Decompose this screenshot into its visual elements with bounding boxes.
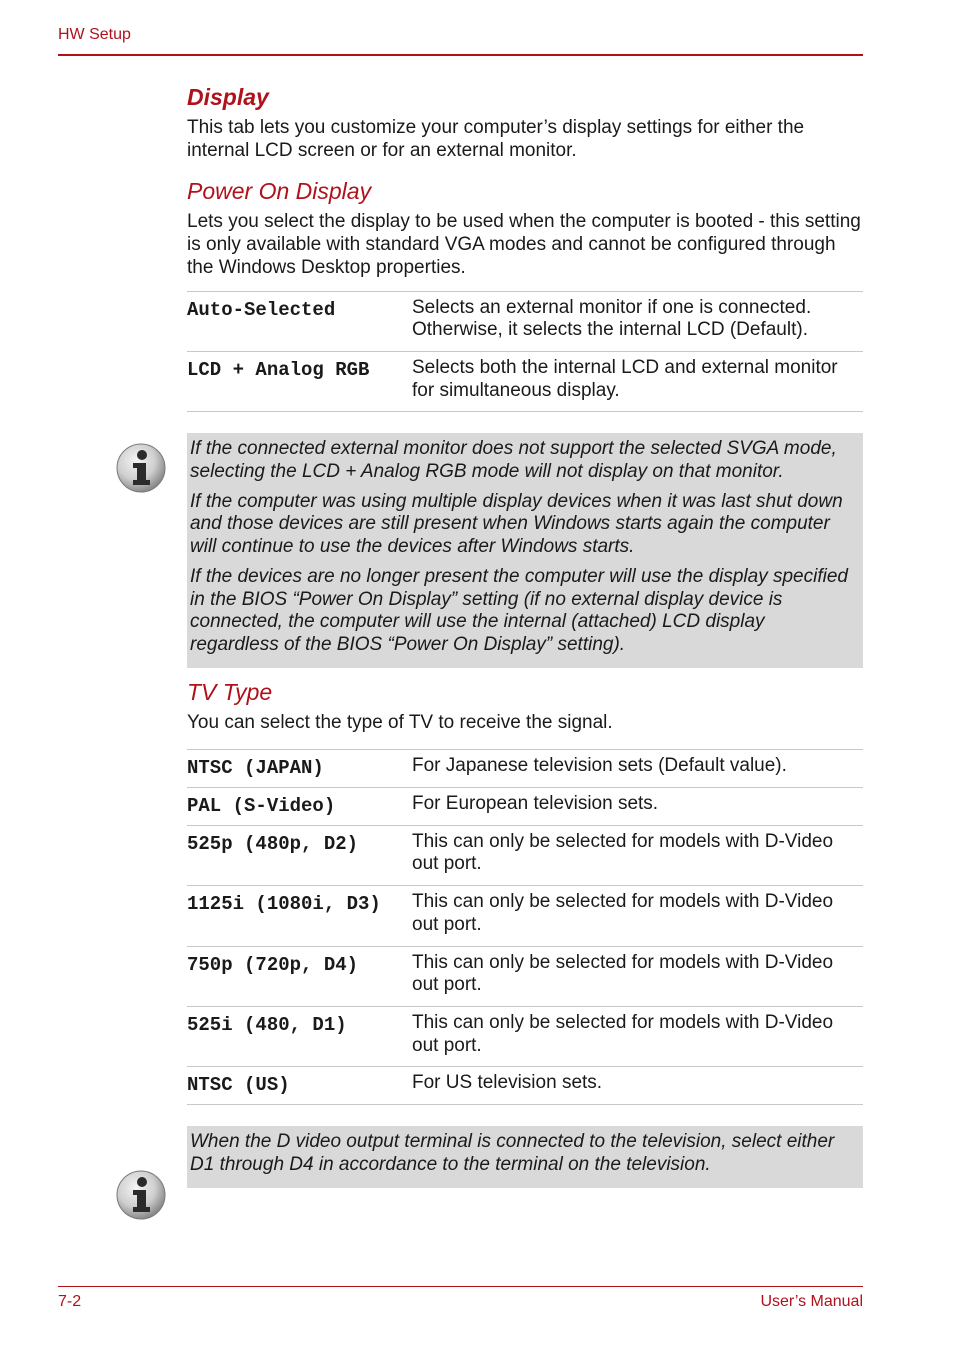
power-on-display-note — [187, 433, 863, 667]
table-row — [187, 886, 863, 946]
note-paragraph: If the devices are no longer present the computer will use the display specified in the BIOS “Power On Display” setting (if no external display device is connected, the computer will use the internal (attached) LCD display regardless of the BIOS “Power On Display” setting). — [190, 565, 848, 655]
power-on-display-intro: Lets you select the display to be used when the computer is booted - this setting is only available with standard VGA modes and cannot be configured through the Windows Desktop properties. — [187, 211, 861, 278]
table-row — [187, 291, 863, 351]
option-description: This can only be selected for models with D-Video out port. — [412, 825, 863, 885]
table-row — [187, 1067, 863, 1105]
option-key: PAL (S-Video) — [187, 788, 412, 826]
table-row — [187, 946, 863, 1006]
tv-type-note — [187, 1126, 863, 1187]
note-paragraph: When the D video output terminal is connected to the television, select either D1 through D4 in accordance to the terminal on the television. — [190, 1131, 835, 1175]
option-key: NTSC (US) — [187, 1067, 412, 1105]
option-key: NTSC (JAPAN) — [187, 750, 412, 788]
option-description: For US television sets. — [412, 1067, 863, 1105]
tv-type-title: TV Type — [187, 678, 273, 705]
page-header — [58, 26, 863, 56]
tv-type-options-table — [187, 749, 863, 1105]
option-key: LCD + Analog RGB — [187, 351, 412, 411]
option-key: 1125i (1080i, D3) — [187, 886, 412, 946]
power-on-display-title: Power On Display — [187, 178, 372, 205]
option-key: 525i (480, D1) — [187, 1006, 412, 1066]
option-key: 750p (720p, D4) — [187, 946, 412, 1006]
option-description: For Japanese television sets (Default value). — [412, 750, 863, 788]
table-row — [187, 750, 863, 788]
info-icon — [115, 1169, 167, 1221]
option-description: This can only be selected for models with D-Video out port. — [412, 1006, 863, 1066]
option-description: This can only be selected for models with D-Video out port. — [412, 946, 863, 1006]
info-icon — [115, 442, 167, 494]
table-row — [187, 351, 863, 411]
tv-type-intro: You can select the type of TV to receive the signal. — [187, 711, 613, 733]
page-number: 7-2 — [58, 1293, 82, 1310]
option-key: 525p (480p, D2) — [187, 825, 412, 885]
option-description: For European television sets. — [412, 788, 863, 826]
power-on-display-options-table — [187, 291, 863, 413]
option-description: Selects an external monitor if one is connected. Otherwise, it selects the internal LCD (Default). — [412, 291, 863, 351]
display-title: Display — [187, 84, 269, 110]
table-row — [187, 788, 863, 826]
manual-name: User’s Manual — [760, 1293, 863, 1310]
option-description: Selects both the internal LCD and external monitor for simultaneous display. — [412, 351, 863, 411]
header-title: HW Setup — [58, 26, 131, 43]
main-content — [187, 82, 863, 1188]
option-key: Auto-Selected — [187, 291, 412, 351]
page-footer — [58, 1286, 863, 1311]
table-row — [187, 1006, 863, 1066]
note-paragraph: If the connected external monitor does not support the selected SVGA mode, selecting the LCD + Analog RGB mode will not display on that monitor. — [190, 438, 837, 483]
table-row — [187, 825, 863, 885]
display-intro: This tab lets you customize your computer’s display settings for either the internal LCD screen or for an external monitor. — [187, 117, 805, 161]
option-description: This can only be selected for models with D-Video out port. — [412, 886, 863, 946]
note-paragraph: If the computer was using multiple display devices when it was last shut down and those devices are still present when Windows starts again the computer will continue to use the devices after Windows starts. — [190, 490, 843, 558]
